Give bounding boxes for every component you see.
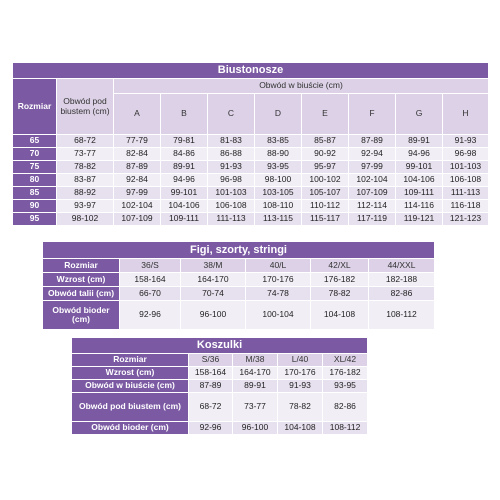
underbust-value: 68-72 (57, 135, 114, 148)
size-value: 93-95 (323, 380, 368, 393)
table-row (13, 135, 489, 148)
size-value: 38/M (181, 259, 246, 273)
size-value: 104-108 (311, 301, 369, 330)
size-value: 78-82 (311, 287, 369, 301)
bust-value: 109-111 (161, 213, 208, 226)
bust-value: 101-103 (443, 161, 489, 174)
size-value: 170-176 (246, 273, 311, 287)
size-value: 108-112 (323, 422, 368, 435)
bust-value: 106-108 (443, 174, 489, 187)
bust-value: 83-85 (255, 135, 302, 148)
bust-value: 79-81 (161, 135, 208, 148)
band-size: 90 (13, 200, 57, 213)
row-label: Wzrost (cm) (43, 273, 120, 287)
bust-value: 107-109 (114, 213, 161, 226)
cup-header: F (349, 94, 396, 135)
underbust-value: 93-97 (57, 200, 114, 213)
bust-value: 106-108 (208, 200, 255, 213)
row-label: Obwód w biuście (cm) (72, 380, 189, 393)
bust-value: 112-114 (349, 200, 396, 213)
size-value: 73-77 (233, 393, 278, 422)
underbust-value: 73-77 (57, 148, 114, 161)
size-value: 91-93 (278, 380, 323, 393)
bust-value: 111-113 (208, 213, 255, 226)
briefs-table-title: Figi, szorty, stringi (43, 242, 435, 259)
table-row (13, 200, 489, 213)
bust-value: 96-98 (208, 174, 255, 187)
cup-header: E (302, 94, 349, 135)
bra-size-header: Rozmiar (13, 79, 57, 135)
bust-value: 101-103 (208, 187, 255, 200)
underbust-value: 78-82 (57, 161, 114, 174)
bra-table-title: Biustonosze (13, 63, 489, 79)
size-value: XL/42 (323, 354, 368, 367)
band-size: 75 (13, 161, 57, 174)
cup-header: B (161, 94, 208, 135)
size-value: 36/S (120, 259, 181, 273)
bust-value: 91-93 (208, 161, 255, 174)
underbust-value: 88-92 (57, 187, 114, 200)
cup-header: G (396, 94, 443, 135)
size-value: 104-108 (278, 422, 323, 435)
size-value: 92-96 (120, 301, 181, 330)
bust-value: 107-109 (349, 187, 396, 200)
size-value: S/36 (189, 354, 233, 367)
bust-value: 89-91 (161, 161, 208, 174)
bust-value: 90-92 (302, 148, 349, 161)
cup-header: A (114, 94, 161, 135)
bust-value: 87-89 (349, 135, 396, 148)
bust-value: 86-88 (208, 148, 255, 161)
size-value: 100-104 (246, 301, 311, 330)
table-row (13, 174, 489, 187)
table-row (72, 367, 368, 380)
size-value: 82-86 (323, 393, 368, 422)
bust-value: 81-83 (208, 135, 255, 148)
table-row (43, 259, 435, 273)
size-value: 74-78 (246, 287, 311, 301)
size-value: 78-82 (278, 393, 323, 422)
bust-value: 85-87 (302, 135, 349, 148)
bust-value: 115-117 (302, 213, 349, 226)
bust-value: 103-105 (255, 187, 302, 200)
band-size: 80 (13, 174, 57, 187)
bust-value: 97-99 (349, 161, 396, 174)
size-value: 158-164 (189, 367, 233, 380)
bust-value: 109-111 (396, 187, 443, 200)
bra-size-table (12, 62, 489, 226)
bust-value: 104-106 (161, 200, 208, 213)
table-row (13, 161, 489, 174)
size-value: 87-89 (189, 380, 233, 393)
table-row (72, 354, 368, 367)
band-size: 85 (13, 187, 57, 200)
bust-value: 87-89 (114, 161, 161, 174)
table-row (13, 213, 489, 226)
bust-value: 88-90 (255, 148, 302, 161)
size-value: 82-86 (369, 287, 435, 301)
bust-value: 110-112 (302, 200, 349, 213)
row-label: Wzrost (cm) (72, 367, 189, 380)
table-row (13, 187, 489, 200)
table-row (72, 422, 368, 435)
table-row (72, 393, 368, 422)
bust-value: 100-102 (302, 174, 349, 187)
size-value: 164-170 (181, 273, 246, 287)
bust-value: 113-115 (255, 213, 302, 226)
size-value: 96-100 (233, 422, 278, 435)
table-row (43, 273, 435, 287)
underbust-value: 98-102 (57, 213, 114, 226)
row-label: Rozmiar (43, 259, 120, 273)
size-value: 66-70 (120, 287, 181, 301)
bust-value: 94-96 (396, 148, 443, 161)
table-row (72, 380, 368, 393)
bust-value: 99-101 (161, 187, 208, 200)
shirts-size-table (71, 337, 368, 435)
bra-bust-header: Obwód w biuście (cm) (114, 79, 489, 94)
bust-value: 94-96 (161, 174, 208, 187)
underbust-value: 83-87 (57, 174, 114, 187)
bust-value: 77-79 (114, 135, 161, 148)
size-value: 176-182 (311, 273, 369, 287)
table-row (13, 148, 489, 161)
table-row (43, 301, 435, 330)
size-value: 42/XL (311, 259, 369, 273)
bust-value: 95-97 (302, 161, 349, 174)
size-value: 170-176 (278, 367, 323, 380)
bust-value: 93-95 (255, 161, 302, 174)
band-size: 65 (13, 135, 57, 148)
size-value: 158-164 (120, 273, 181, 287)
size-value: M/38 (233, 354, 278, 367)
bust-value: 92-84 (114, 174, 161, 187)
bust-value: 96-98 (443, 148, 489, 161)
size-value: 182-188 (369, 273, 435, 287)
size-value: 96-100 (181, 301, 246, 330)
bra-underbust-header: Obwód pod biustem (cm) (57, 79, 114, 135)
row-label: Obwód pod biustem (cm) (72, 393, 189, 422)
size-value: L/40 (278, 354, 323, 367)
table-row (43, 287, 435, 301)
bust-value: 92-94 (349, 148, 396, 161)
shirts-table-title: Koszulki (72, 338, 368, 354)
bust-value: 108-110 (255, 200, 302, 213)
size-value: 68-72 (189, 393, 233, 422)
size-value: 92-96 (189, 422, 233, 435)
band-size: 70 (13, 148, 57, 161)
bust-value: 121-123 (443, 213, 489, 226)
bust-value: 119-121 (396, 213, 443, 226)
cup-header: H (443, 94, 489, 135)
bust-value: 91-93 (443, 135, 489, 148)
size-value: 176-182 (323, 367, 368, 380)
bust-value: 116-118 (443, 200, 489, 213)
bust-value: 104-106 (396, 174, 443, 187)
row-label: Rozmiar (72, 354, 189, 367)
bust-value: 102-104 (349, 174, 396, 187)
bust-value: 84-86 (161, 148, 208, 161)
size-value: 108-112 (369, 301, 435, 330)
size-value: 70-74 (181, 287, 246, 301)
row-label: Obwód bioder (cm) (43, 301, 120, 330)
size-value: 89-91 (233, 380, 278, 393)
bust-value: 105-107 (302, 187, 349, 200)
bust-value: 89-91 (396, 135, 443, 148)
bust-value: 117-119 (349, 213, 396, 226)
bust-value: 99-101 (396, 161, 443, 174)
bust-value: 111-113 (443, 187, 489, 200)
size-value: 44/XXL (369, 259, 435, 273)
bust-value: 97-99 (114, 187, 161, 200)
cup-header: C (208, 94, 255, 135)
size-value: 164-170 (233, 367, 278, 380)
size-value: 40/L (246, 259, 311, 273)
bust-value: 114-116 (396, 200, 443, 213)
bust-value: 82-84 (114, 148, 161, 161)
bust-value: 98-100 (255, 174, 302, 187)
band-size: 95 (13, 213, 57, 226)
bust-value: 102-104 (114, 200, 161, 213)
briefs-size-table (42, 241, 435, 330)
cup-header: D (255, 94, 302, 135)
row-label: Obwód talii (cm) (43, 287, 120, 301)
row-label: Obwód bioder (cm) (72, 422, 189, 435)
